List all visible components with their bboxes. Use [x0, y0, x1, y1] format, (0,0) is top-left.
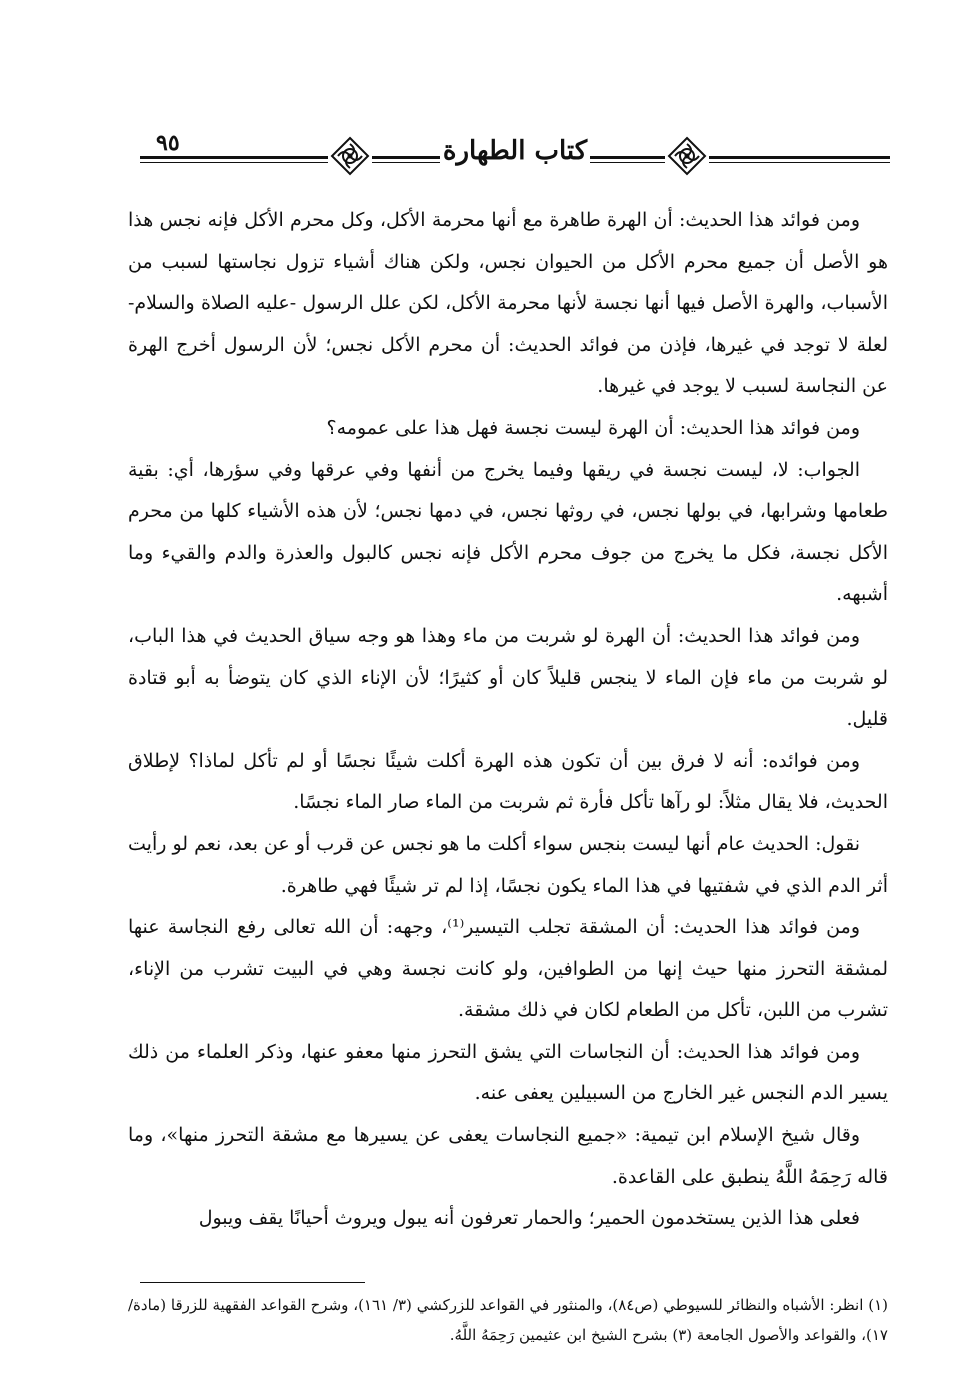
paragraph: الجواب: لا، ليست نجسة في ريقها وفيما يخرج من أنفها وفي عرقها وفي سؤرها، أي: بقية طعامها وشرابها، في بولها نجس، في روثها نجس، في دمها نجس؛ لأن هذه الأشياء كلها من محرم الأكل نجسة، فكل ما يخرج من جوف محرم الأكل فإنه نجس كالبول والعذرة والدم والقيء وما أشبهه. — [128, 458, 888, 606]
floral-knot-icon — [328, 134, 372, 178]
paragraph: نقول: الحديث عام أنها ليست بنجس سواء أكلت ما هو نجس عن قرب أو عن بعد، نعم لو رأيت أثر الدم الذي في شفتيها في هذا الماء يكون نجسًا، إذا لم تر شيئًا فهي طاهرة. — [128, 832, 888, 897]
footnote: (١) انظر: الأشباه والنظائر للسيوطي (ص٨٤)، والمنثور في القواعد للزركشي (٣/ ١٦١)، وشرح القواعد الفقهية للزرقا (مادة/ ١٧)، والقواعد والأصول الجامعة (٣) بشرح الشيخ ابن عثيمين رَحِمَهُ اللَّهُ. — [128, 1296, 888, 1344]
paragraph: وقال شيخ الإسلام ابن تيمية: «جميع النجاسات يعفى عن يسيرها مع مشقة التحرز منها»، وما قاله رَحِمَهُ اللَّهُ ينطبق على القاعدة. — [128, 1124, 888, 1188]
page-number: ٩٥ — [150, 130, 186, 156]
paragraph: ومن فوائد هذا الحديث: أن النجاسات التي يشق التحرز منها معفو عنها، وذكر العلماء من ذلك يسير الدم النجس غير الخارج من السبيلين يعفى عنه. — [128, 1040, 888, 1105]
paragraph: ومن فوائد هذا الحديث: أن الهرة ليست نجسة فهل هذا على عمومه؟ — [326, 416, 860, 439]
paragraph: ومن فوائد هذا الحديث: أن الهرة لو شربت من ماء وهذا هو وجه سياق الحديث في هذا الباب، لو شربت من ماء فإن الماء لا ينجس قليلاً كان أو كثيرًا؛ لأن الإناء الذي كان يتوضأ به أبو قتادة قليل. — [128, 624, 888, 731]
paragraph: ومن فوائده: أنه لا فرق بين أن تكون هذه الهرة أكلت شيئًا نجسًا أو لم تأكل لماذا؟ لإطلاق الحديث، فلا يقال مثلاً: لو رآها تأكل فأرة ثم شربت من الماء صار الماء نجسًا. — [128, 749, 888, 814]
book-title: كتاب الطهارة — [440, 136, 590, 166]
paragraph: ومن فوائد هذا الحديث: أن المشقة تجلب التيسير⁽¹⁾، وجهه: أن الله تعالى رفع النجاسة عنها لمشقة التحرز منها حيث إنها من الطوافين، ولو كانت نجسة وهي في البيت تشرب من الإناء، تشرب من اللبن، تأكل من الطعام لكان في ذلك مشقة. — [128, 916, 888, 1022]
main-text — [128, 200, 888, 1240]
footnote-divider — [140, 1282, 365, 1283]
page-header — [140, 128, 890, 186]
paragraph: فعلى هذا الذين يستخدمون الحمير؛ والحمار تعرفون أنه يبول ويروث أحيانًا يقف ويبول — [198, 1207, 860, 1230]
floral-knot-icon — [665, 134, 709, 178]
paragraph: ومن فوائد هذا الحديث: أن الهرة طاهرة مع أنها محرمة الأكل، وكل محرم الأكل فإنه نجس هذا هو الأصل أن جميع محرم الأكل من الحيوان نجس، ولكن هناك أشياء تزول نجاستها لسبب من الأسباب، والهرة الأصل فيها أنها نجسة لأنها محرمة الأكل، لكن علل الرسول -عليه الصلاة والسلام- لعلة لا توجد في غيرها، فإذن من فوائد الحديث: أن محرم الأكل نجس؛ لأن الرسول أخرج الهرة عن النجاسة لسبب لا يوجد في غيرها. — [128, 209, 888, 398]
